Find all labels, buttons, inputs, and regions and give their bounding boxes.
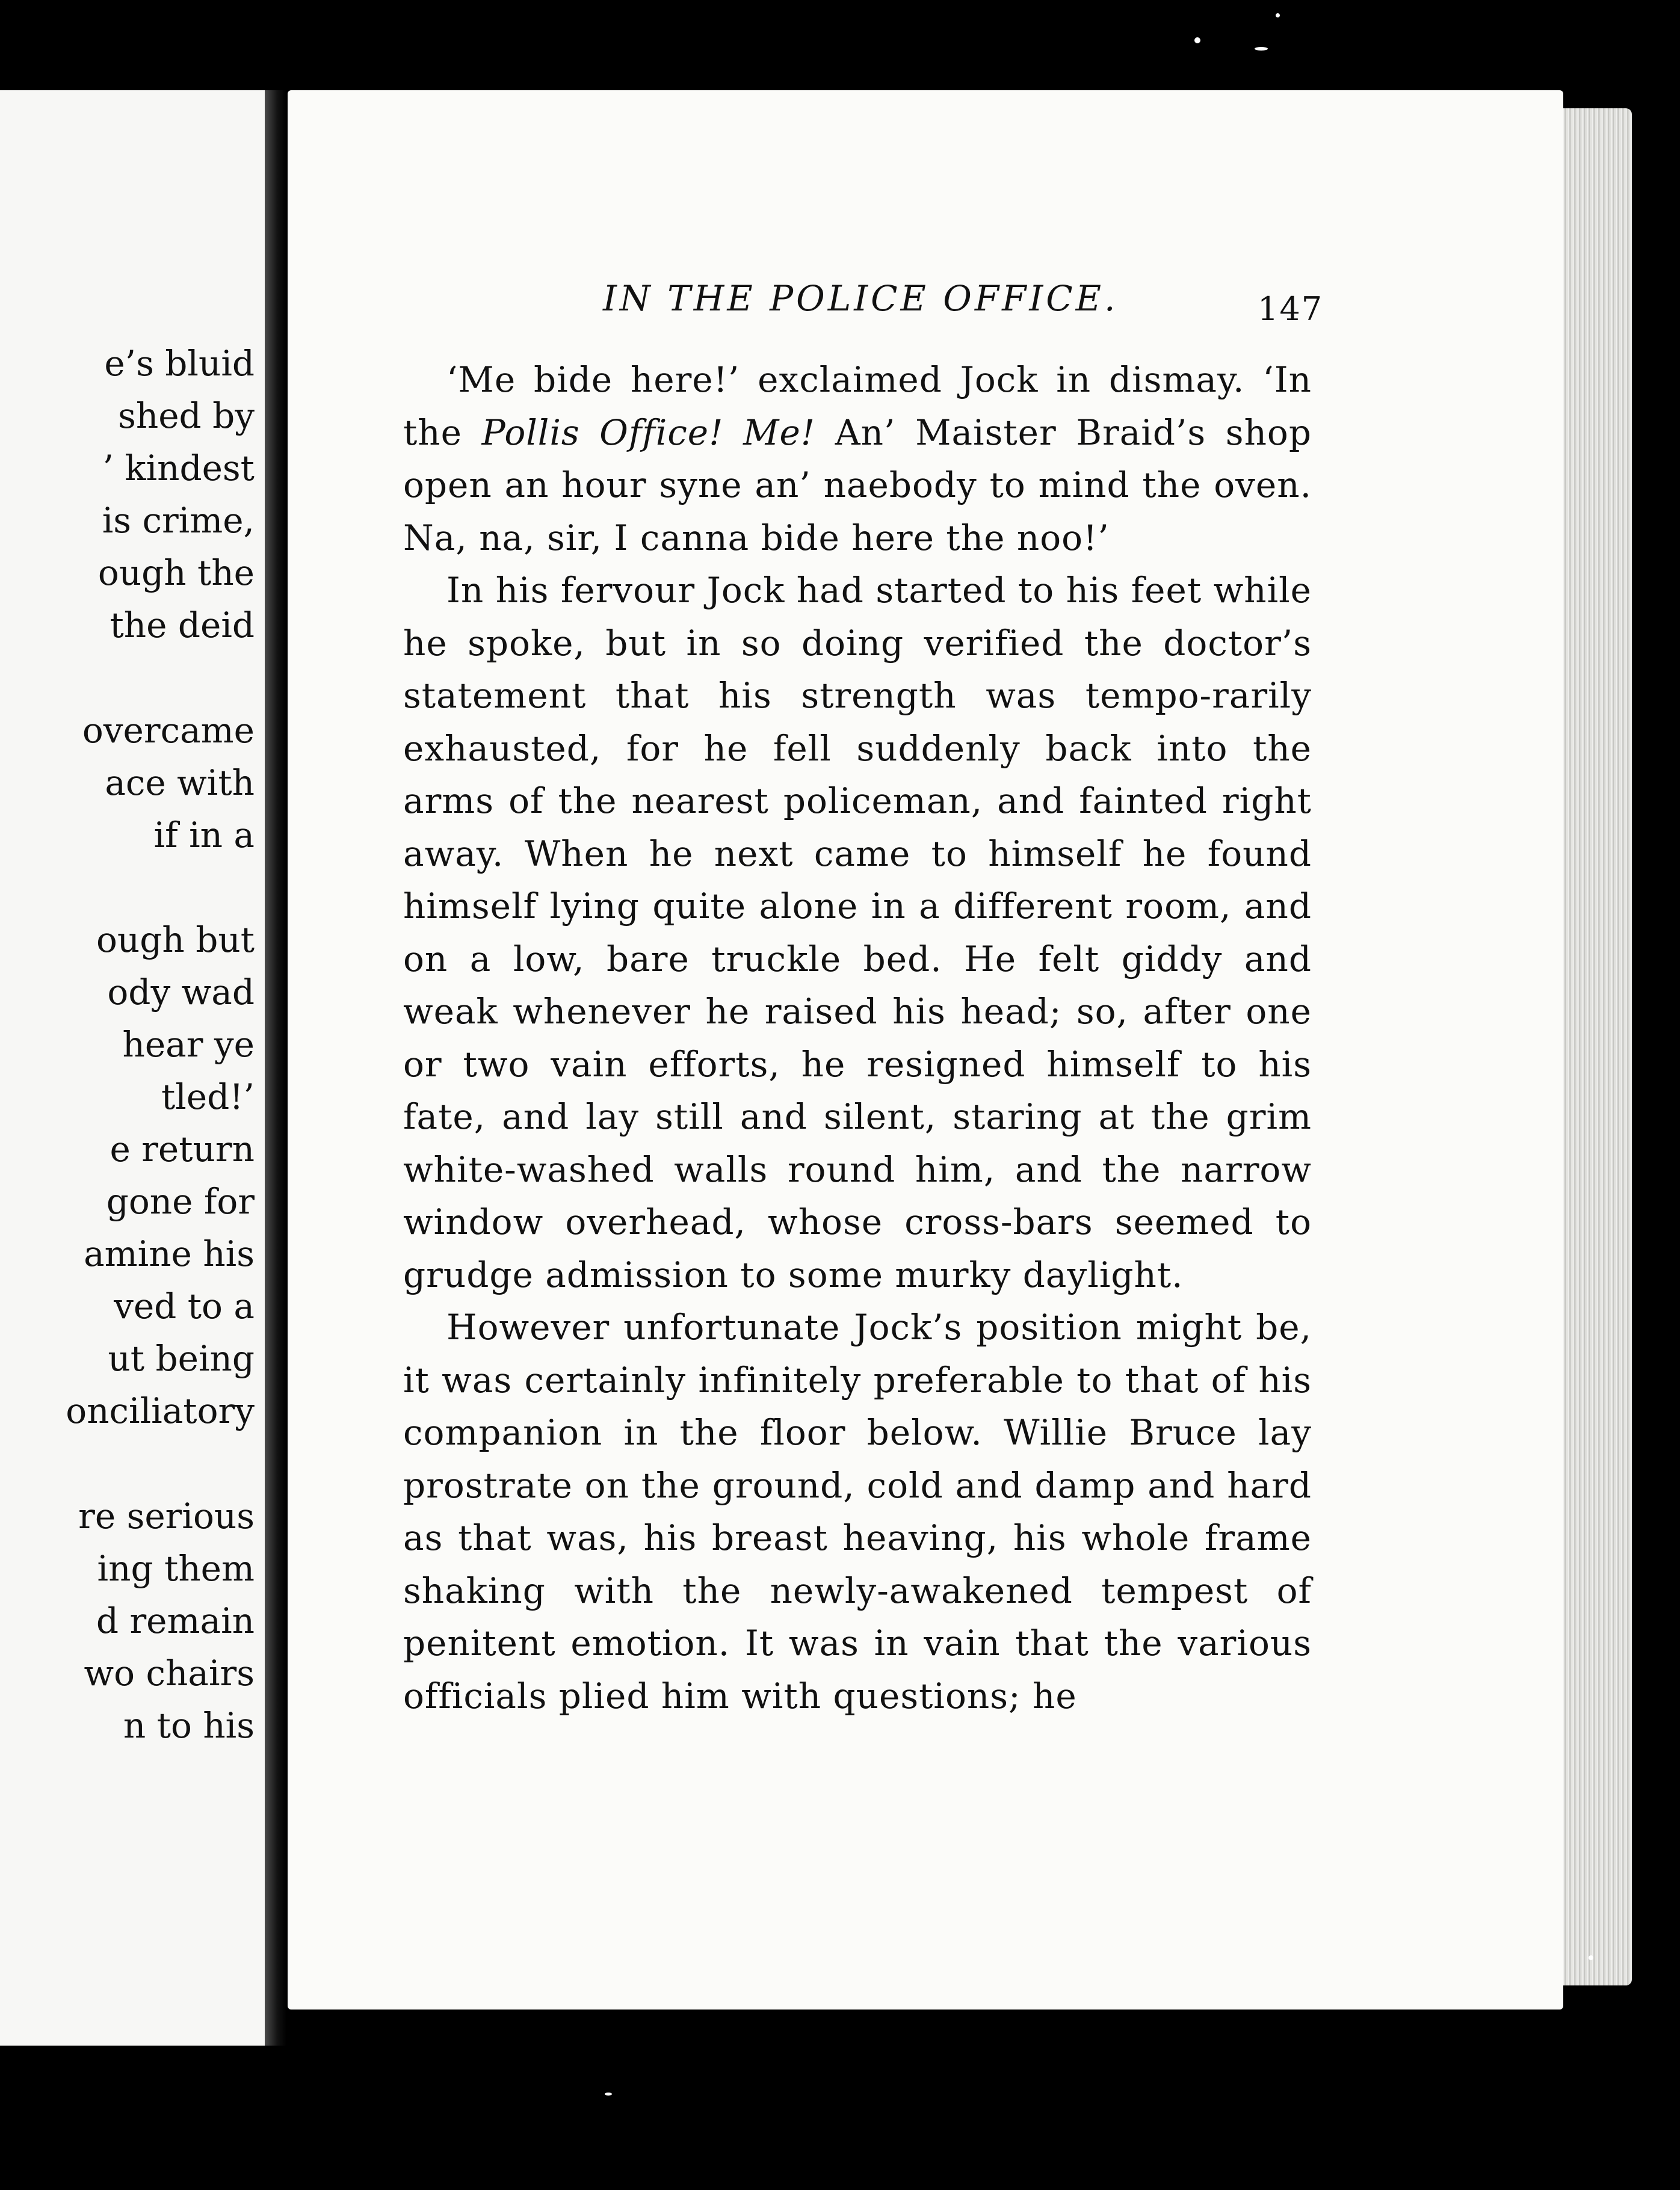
facing-line: onciliatory [66,1390,255,1431]
facing-line: shed by [118,395,255,436]
dust-speck [1255,47,1268,51]
facing-line: d remain [96,1600,255,1641]
facing-line: tled!’ [161,1076,255,1117]
dust-speck [1194,37,1200,43]
paragraph-text: In his fervour Jock had started to his feet while he spoke, but in so doing verified the doctor’s statement that his strength was tempo-rarily exhausted, for he fell suddenly back into the arms of the nearest policeman, and fainted right away. When he next came to himself he found himself lying quite alone in a different room, and on a low, bare truckle bed. He felt giddy and weak whenever he raised his head; so, after one or two vain efforts, he resigned himself to his fate, and lay still and silent, staring at the grim white-washed walls round him, and the narrow window overhead, whose cross-bars seemed to grudge admission to some murky daylight. [403,570,1312,1295]
paragraph [403,564,1312,1301]
facing-line: hear ye [122,1024,255,1065]
dust-speck [1589,1955,1593,1960]
facing-line: if in a [153,815,255,856]
facing-line: ing them [97,1548,255,1589]
facing-page [0,90,268,2046]
page-number: 147 [1258,290,1324,328]
facing-line: e return [110,1129,255,1170]
facing-line: ut being [108,1338,255,1379]
facing-line: is crime, [102,500,255,541]
facing-line: re serious [78,1496,255,1537]
page-body [403,354,1312,1723]
paragraph-text: However unfortunate Jock’s position might be, it was certainly infinitely preferable to that of his companion in the floor below. Willie Bruce lay prostrate on the ground, cold and damp and hard as that was, his breast heaving, his whole frame shaking with the newly-awakened tempest of penitent emotion. It was in vain that the various officials plied him with questions; he [403,1307,1312,1717]
paragraph [403,1301,1312,1723]
paragraph [403,354,1312,564]
running-head: IN THE POLICE OFFICE. [603,278,1119,319]
facing-line: gone for [106,1181,255,1222]
facing-line: the deid [110,605,255,646]
book-gutter [265,90,286,2046]
facing-line: n to his [123,1705,255,1746]
dust-speck [1276,13,1280,17]
facing-line: wo chairs [84,1653,255,1694]
facing-line: ough the [97,552,255,593]
facing-line: overcame [82,710,255,751]
facing-line: ved to a [114,1286,255,1327]
facing-line: e’s bluid [104,343,255,384]
facing-line: ’ kindest [102,448,255,489]
paragraph-text: ‘Me bide here!’ exclaimed Jock in dismay. ‘In the [403,359,1312,453]
facing-line: ough but [96,919,255,960]
facing-line: ody wad [107,972,255,1013]
dust-speck [605,2093,612,2096]
facing-line: ace with [105,762,255,803]
page-edges [1552,108,1632,1985]
paragraph-text: An’ Maister Braid’s shop open an hour syne an’ naebody to mind the oven. Na, na, sir, I canna bide here the noo!’ [403,412,1312,558]
paragraph-text-italic: Pollis Office! Me! [481,412,816,453]
facing-line: amine his [84,1233,255,1274]
